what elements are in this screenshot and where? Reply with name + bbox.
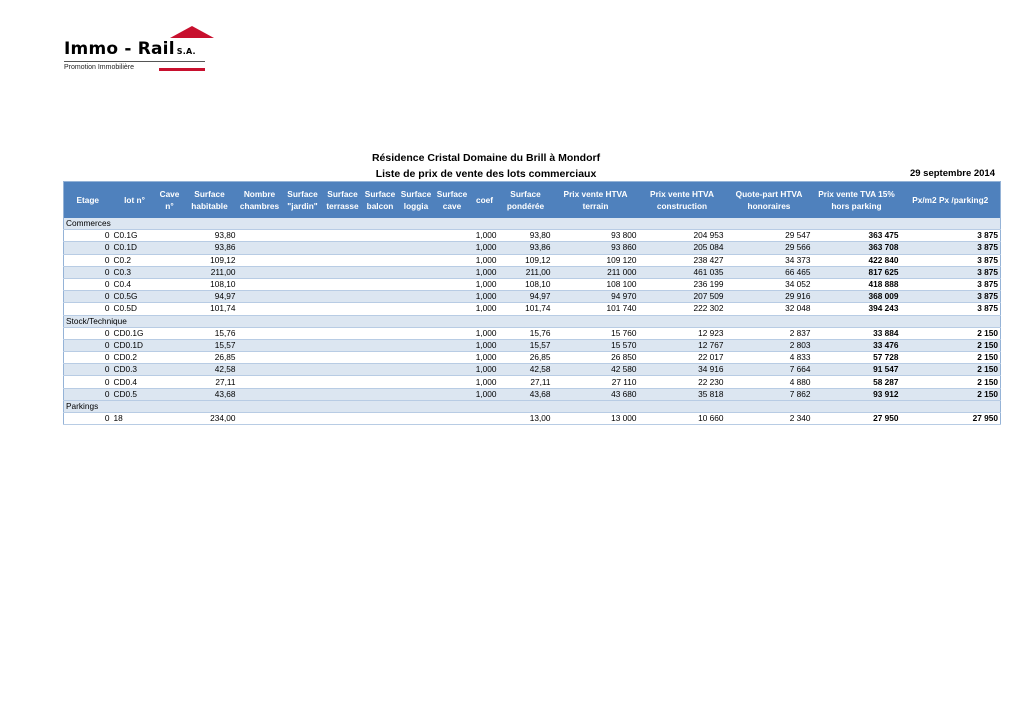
column-header: Surface cave xyxy=(434,182,471,219)
column-header: coef xyxy=(471,182,499,219)
column-header: Cave n° xyxy=(158,182,182,219)
column-header: Surface terrasse xyxy=(324,182,362,219)
cell-terrasse xyxy=(324,278,362,290)
cell-px-m2: 2 150 xyxy=(901,352,1001,364)
logo-accent-bar xyxy=(159,68,205,71)
cell-jardin xyxy=(282,291,324,303)
cell-prix-construction: 461 035 xyxy=(639,266,726,278)
table-row xyxy=(64,254,1001,266)
column-header: Etage xyxy=(64,182,112,219)
cell-honoraires: 34 052 xyxy=(726,278,813,290)
cell-prix-terrain: 15 760 xyxy=(553,327,639,339)
cell-loggia xyxy=(399,242,434,254)
cell-coef: 1,000 xyxy=(471,376,499,388)
cell-cave xyxy=(158,352,182,364)
cell-cave xyxy=(158,376,182,388)
cell-terrasse xyxy=(324,352,362,364)
cell-px-m2: 2 150 xyxy=(901,327,1001,339)
cell-prix-construction: 10 660 xyxy=(639,413,726,425)
cell-px-m2: 2 150 xyxy=(901,339,1001,351)
cell-prix-tva: 33 476 xyxy=(813,339,901,351)
section-label: Stock/Technique xyxy=(64,315,1001,327)
cell-lot: C0.3 xyxy=(112,266,158,278)
cell-lot: C0.2 xyxy=(112,254,158,266)
cell-loggia xyxy=(399,352,434,364)
cell-balcon xyxy=(362,230,399,242)
cell-surface-cave xyxy=(434,327,471,339)
cell-loggia xyxy=(399,413,434,425)
table-row xyxy=(64,413,1001,425)
cell-coef: 1,000 xyxy=(471,388,499,400)
cell-chambres xyxy=(238,376,282,388)
column-header: Surface habitable xyxy=(182,182,238,219)
cell-px-m2: 3 875 xyxy=(901,266,1001,278)
cell-jardin xyxy=(282,352,324,364)
cell-coef: 1,000 xyxy=(471,254,499,266)
cell-prix-tva: 57 728 xyxy=(813,352,901,364)
cell-balcon xyxy=(362,291,399,303)
table-row xyxy=(64,278,1001,290)
roof-icon xyxy=(170,26,214,38)
cell-prix-tva: 58 287 xyxy=(813,376,901,388)
table-row xyxy=(64,376,1001,388)
cell-chambres xyxy=(238,242,282,254)
cell-surface-cave xyxy=(434,291,471,303)
cell-prix-construction: 34 916 xyxy=(639,364,726,376)
cell-jardin xyxy=(282,254,324,266)
cell-surface-ponderee: 43,68 xyxy=(499,388,553,400)
cell-prix-tva: 93 912 xyxy=(813,388,901,400)
cell-lot: C0.5D xyxy=(112,303,158,315)
cell-cave xyxy=(158,327,182,339)
cell-honoraires: 4 880 xyxy=(726,376,813,388)
table-header xyxy=(64,182,1001,219)
cell-honoraires: 2 803 xyxy=(726,339,813,351)
cell-surface-habitable: 101,74 xyxy=(182,303,238,315)
cell-cave xyxy=(158,303,182,315)
cell-prix-construction: 238 427 xyxy=(639,254,726,266)
column-header: Surface loggia xyxy=(399,182,434,219)
cell-etage: 0 xyxy=(64,291,112,303)
cell-px-m2: 3 875 xyxy=(901,303,1001,315)
cell-jardin xyxy=(282,303,324,315)
cell-honoraires: 29 547 xyxy=(726,230,813,242)
cell-px-m2: 27 950 xyxy=(901,413,1001,425)
cell-etage: 0 xyxy=(64,352,112,364)
table-row xyxy=(64,327,1001,339)
cell-cave xyxy=(158,278,182,290)
cell-coef: 1,000 xyxy=(471,291,499,303)
cell-terrasse xyxy=(324,254,362,266)
table-row xyxy=(64,352,1001,364)
cell-surface-cave xyxy=(434,254,471,266)
cell-chambres xyxy=(238,352,282,364)
cell-jardin xyxy=(282,327,324,339)
cell-cave xyxy=(158,266,182,278)
cell-surface-habitable: 234,00 xyxy=(182,413,238,425)
cell-prix-construction: 12 767 xyxy=(639,339,726,351)
cell-cave xyxy=(158,230,182,242)
company-logo xyxy=(62,24,212,74)
cell-prix-tva: 91 547 xyxy=(813,364,901,376)
cell-balcon xyxy=(362,413,399,425)
column-header: Prix vente HTVA construction xyxy=(639,182,726,219)
cell-prix-construction: 22 230 xyxy=(639,376,726,388)
cell-loggia xyxy=(399,254,434,266)
cell-coef: 1,000 xyxy=(471,352,499,364)
cell-surface-ponderee: 26,85 xyxy=(499,352,553,364)
cell-surface-cave xyxy=(434,242,471,254)
cell-cave xyxy=(158,339,182,351)
section-row xyxy=(64,400,1001,412)
cell-jardin xyxy=(282,242,324,254)
cell-surface-ponderee: 93,80 xyxy=(499,230,553,242)
column-header: lot n° xyxy=(112,182,158,219)
cell-surface-habitable: 108,10 xyxy=(182,278,238,290)
cell-balcon xyxy=(362,376,399,388)
cell-cave xyxy=(158,291,182,303)
cell-honoraires: 2 340 xyxy=(726,413,813,425)
cell-px-m2: 3 875 xyxy=(901,242,1001,254)
cell-loggia xyxy=(399,303,434,315)
section-label: Parkings xyxy=(64,400,1001,412)
cell-prix-terrain: 94 970 xyxy=(553,291,639,303)
cell-surface-ponderee: 108,10 xyxy=(499,278,553,290)
cell-etage: 0 xyxy=(64,388,112,400)
cell-terrasse xyxy=(324,413,362,425)
column-header: Surface pondérée xyxy=(499,182,553,219)
price-table xyxy=(63,181,1001,425)
cell-prix-terrain: 26 850 xyxy=(553,352,639,364)
cell-balcon xyxy=(362,327,399,339)
cell-prix-construction: 236 199 xyxy=(639,278,726,290)
cell-prix-terrain: 93 800 xyxy=(553,230,639,242)
cell-honoraires: 7 862 xyxy=(726,388,813,400)
cell-loggia xyxy=(399,230,434,242)
column-header: Prix vente HTVA terrain xyxy=(553,182,639,219)
cell-jardin xyxy=(282,364,324,376)
cell-surface-habitable: 26,85 xyxy=(182,352,238,364)
cell-prix-construction: 12 923 xyxy=(639,327,726,339)
cell-honoraires: 7 664 xyxy=(726,364,813,376)
cell-cave xyxy=(158,254,182,266)
cell-prix-tva: 817 625 xyxy=(813,266,901,278)
cell-px-m2: 3 875 xyxy=(901,291,1001,303)
cell-etage: 0 xyxy=(64,339,112,351)
cell-jardin xyxy=(282,413,324,425)
column-header: Surface balcon xyxy=(362,182,399,219)
cell-honoraires: 34 373 xyxy=(726,254,813,266)
cell-cave xyxy=(158,413,182,425)
cell-prix-tva: 363 708 xyxy=(813,242,901,254)
cell-terrasse xyxy=(324,230,362,242)
cell-px-m2: 3 875 xyxy=(901,278,1001,290)
cell-lot: C0.1D xyxy=(112,242,158,254)
cell-prix-terrain: 43 680 xyxy=(553,388,639,400)
cell-surface-ponderee: 13,00 xyxy=(499,413,553,425)
cell-balcon xyxy=(362,266,399,278)
document-subtitle: Liste de prix de vente des lots commerciaux xyxy=(375,168,597,180)
column-header: Quote-part HTVA honoraires xyxy=(726,182,813,219)
column-header: Nombre chambres xyxy=(238,182,282,219)
cell-prix-tva: 418 888 xyxy=(813,278,901,290)
cell-chambres xyxy=(238,291,282,303)
cell-honoraires: 29 566 xyxy=(726,242,813,254)
cell-surface-cave xyxy=(434,364,471,376)
cell-lot: CD0.5 xyxy=(112,388,158,400)
cell-prix-terrain: 15 570 xyxy=(553,339,639,351)
cell-surface-ponderee: 27,11 xyxy=(499,376,553,388)
cell-surface-ponderee: 42,58 xyxy=(499,364,553,376)
cell-terrasse xyxy=(324,242,362,254)
cell-px-m2: 3 875 xyxy=(901,230,1001,242)
table-row xyxy=(64,230,1001,242)
cell-chambres xyxy=(238,388,282,400)
cell-px-m2: 3 875 xyxy=(901,254,1001,266)
cell-px-m2: 2 150 xyxy=(901,388,1001,400)
cell-terrasse xyxy=(324,376,362,388)
cell-balcon xyxy=(362,364,399,376)
cell-lot: CD0.2 xyxy=(112,352,158,364)
cell-chambres xyxy=(238,413,282,425)
cell-cave xyxy=(158,364,182,376)
cell-chambres xyxy=(238,364,282,376)
cell-chambres xyxy=(238,230,282,242)
cell-surface-ponderee: 94,97 xyxy=(499,291,553,303)
cell-prix-terrain: 101 740 xyxy=(553,303,639,315)
cell-prix-tva: 394 243 xyxy=(813,303,901,315)
cell-etage: 0 xyxy=(64,230,112,242)
cell-prix-tva: 368 009 xyxy=(813,291,901,303)
cell-etage: 0 xyxy=(64,364,112,376)
cell-etage: 0 xyxy=(64,254,112,266)
cell-surface-cave xyxy=(434,376,471,388)
logo-tagline: Promotion Immobilière xyxy=(64,64,135,71)
cell-surface-habitable: 27,11 xyxy=(182,376,238,388)
cell-loggia xyxy=(399,291,434,303)
cell-loggia xyxy=(399,376,434,388)
cell-prix-construction: 207 509 xyxy=(639,291,726,303)
cell-lot: C0.5G xyxy=(112,291,158,303)
cell-terrasse xyxy=(324,327,362,339)
cell-chambres xyxy=(238,254,282,266)
cell-coef: 1,000 xyxy=(471,339,499,351)
cell-prix-terrain: 42 580 xyxy=(553,364,639,376)
cell-loggia xyxy=(399,327,434,339)
cell-honoraires: 29 916 xyxy=(726,291,813,303)
cell-prix-construction: 204 953 xyxy=(639,230,726,242)
cell-prix-construction: 35 818 xyxy=(639,388,726,400)
column-header: Prix vente TVA 15% hors parking xyxy=(813,182,901,219)
cell-coef: 1,000 xyxy=(471,327,499,339)
section-label: Commerces xyxy=(64,218,1001,230)
section-row xyxy=(64,218,1001,230)
cell-loggia xyxy=(399,339,434,351)
cell-coef xyxy=(471,413,499,425)
cell-prix-terrain: 27 110 xyxy=(553,376,639,388)
cell-prix-construction: 205 084 xyxy=(639,242,726,254)
cell-prix-terrain: 211 000 xyxy=(553,266,639,278)
cell-balcon xyxy=(362,339,399,351)
cell-honoraires: 2 837 xyxy=(726,327,813,339)
cell-loggia xyxy=(399,266,434,278)
cell-surface-cave xyxy=(434,266,471,278)
cell-etage: 0 xyxy=(64,278,112,290)
cell-jardin xyxy=(282,339,324,351)
cell-balcon xyxy=(362,278,399,290)
table-row xyxy=(64,364,1001,376)
cell-surface-cave xyxy=(434,413,471,425)
cell-etage: 0 xyxy=(64,303,112,315)
table-row xyxy=(64,388,1001,400)
cell-prix-construction: 22 017 xyxy=(639,352,726,364)
cell-etage: 0 xyxy=(64,242,112,254)
cell-surface-ponderee: 15,57 xyxy=(499,339,553,351)
cell-balcon xyxy=(362,254,399,266)
cell-coef: 1,000 xyxy=(471,278,499,290)
cell-surface-ponderee: 101,74 xyxy=(499,303,553,315)
cell-px-m2: 2 150 xyxy=(901,364,1001,376)
cell-lot: CD0.1D xyxy=(112,339,158,351)
cell-terrasse xyxy=(324,388,362,400)
cell-etage: 0 xyxy=(64,327,112,339)
cell-terrasse xyxy=(324,266,362,278)
cell-balcon xyxy=(362,242,399,254)
cell-surface-cave xyxy=(434,352,471,364)
cell-cave xyxy=(158,242,182,254)
table-row xyxy=(64,339,1001,351)
table-row xyxy=(64,291,1001,303)
table-row xyxy=(64,242,1001,254)
cell-terrasse xyxy=(324,339,362,351)
table-row xyxy=(64,266,1001,278)
cell-chambres xyxy=(238,339,282,351)
cell-chambres xyxy=(238,303,282,315)
cell-coef: 1,000 xyxy=(471,266,499,278)
cell-prix-tva: 363 475 xyxy=(813,230,901,242)
cell-surface-cave xyxy=(434,339,471,351)
cell-surface-habitable: 93,80 xyxy=(182,230,238,242)
cell-etage: 0 xyxy=(64,266,112,278)
cell-loggia xyxy=(399,364,434,376)
cell-chambres xyxy=(238,266,282,278)
cell-lot: C0.4 xyxy=(112,278,158,290)
cell-loggia xyxy=(399,278,434,290)
cell-surface-ponderee: 109,12 xyxy=(499,254,553,266)
cell-lot: C0.1G xyxy=(112,230,158,242)
cell-coef: 1,000 xyxy=(471,230,499,242)
cell-chambres xyxy=(238,278,282,290)
cell-jardin xyxy=(282,388,324,400)
cell-etage: 0 xyxy=(64,413,112,425)
cell-prix-tva: 27 950 xyxy=(813,413,901,425)
cell-coef: 1,000 xyxy=(471,242,499,254)
cell-surface-cave xyxy=(434,303,471,315)
cell-terrasse xyxy=(324,291,362,303)
cell-prix-terrain: 109 120 xyxy=(553,254,639,266)
cell-terrasse xyxy=(324,303,362,315)
cell-honoraires: 32 048 xyxy=(726,303,813,315)
cell-surface-ponderee: 211,00 xyxy=(499,266,553,278)
cell-jardin xyxy=(282,230,324,242)
cell-surface-cave xyxy=(434,230,471,242)
cell-balcon xyxy=(362,352,399,364)
cell-surface-cave xyxy=(434,388,471,400)
cell-lot: CD0.1G xyxy=(112,327,158,339)
cell-surface-habitable: 15,57 xyxy=(182,339,238,351)
cell-prix-terrain: 108 100 xyxy=(553,278,639,290)
cell-lot: CD0.4 xyxy=(112,376,158,388)
cell-balcon xyxy=(362,303,399,315)
cell-cave xyxy=(158,388,182,400)
section-row xyxy=(64,315,1001,327)
cell-surface-habitable: 94,97 xyxy=(182,291,238,303)
cell-coef: 1,000 xyxy=(471,303,499,315)
cell-surface-ponderee: 93,86 xyxy=(499,242,553,254)
column-header: Px/m2 Px /parking2 xyxy=(901,182,1001,219)
cell-balcon xyxy=(362,388,399,400)
column-header: Surface "jardin" xyxy=(282,182,324,219)
cell-chambres xyxy=(238,327,282,339)
cell-honoraires: 66 465 xyxy=(726,266,813,278)
cell-jardin xyxy=(282,278,324,290)
logo-wordmark: Immo - Rail S.A. xyxy=(64,39,196,59)
cell-jardin xyxy=(282,376,324,388)
cell-surface-cave xyxy=(434,278,471,290)
cell-px-m2: 2 150 xyxy=(901,376,1001,388)
cell-surface-habitable: 93,86 xyxy=(182,242,238,254)
cell-prix-tva: 422 840 xyxy=(813,254,901,266)
cell-terrasse xyxy=(324,364,362,376)
cell-surface-habitable: 109,12 xyxy=(182,254,238,266)
cell-surface-habitable: 211,00 xyxy=(182,266,238,278)
cell-surface-habitable: 42,58 xyxy=(182,364,238,376)
cell-prix-terrain: 93 860 xyxy=(553,242,639,254)
cell-honoraires: 4 833 xyxy=(726,352,813,364)
cell-jardin xyxy=(282,266,324,278)
cell-surface-habitable: 43,68 xyxy=(182,388,238,400)
cell-loggia xyxy=(399,388,434,400)
document-date: 29 septembre 2014 xyxy=(909,168,995,179)
table-row xyxy=(64,303,1001,315)
table-body xyxy=(64,218,1001,425)
logo-divider xyxy=(64,61,205,62)
cell-surface-habitable: 15,76 xyxy=(182,327,238,339)
cell-prix-construction: 222 302 xyxy=(639,303,726,315)
cell-surface-ponderee: 15,76 xyxy=(499,327,553,339)
cell-lot: 18 xyxy=(112,413,158,425)
cell-prix-terrain: 13 000 xyxy=(553,413,639,425)
cell-coef: 1,000 xyxy=(471,364,499,376)
cell-etage: 0 xyxy=(64,376,112,388)
cell-lot: CD0.3 xyxy=(112,364,158,376)
cell-prix-tva: 33 884 xyxy=(813,327,901,339)
document-title: Résidence Cristal Domaine du Brill à Mondorf xyxy=(371,152,601,164)
